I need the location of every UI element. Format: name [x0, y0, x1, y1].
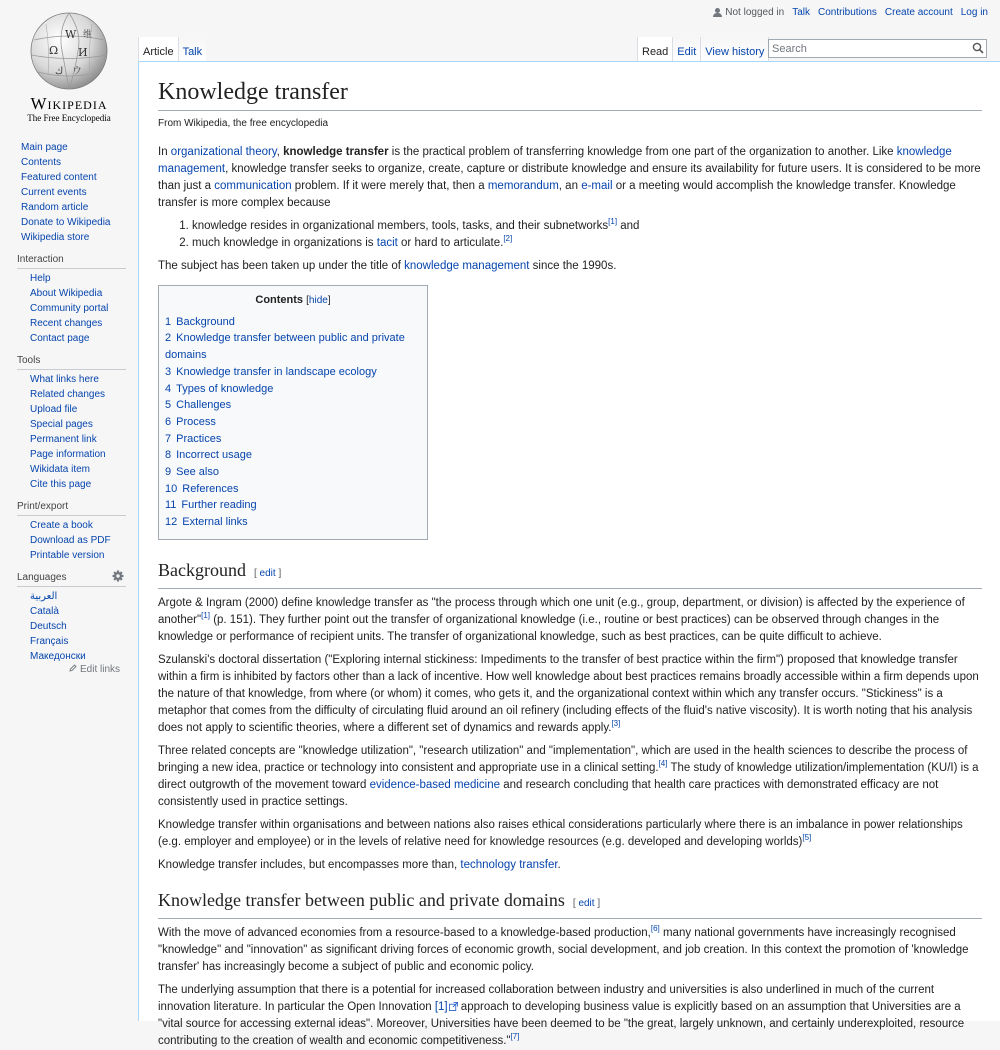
edit-section-public-private[interactable]: [ edit ] [572, 897, 601, 909]
tab-view-history-label[interactable]: View history [705, 46, 765, 58]
public-private-paragraph-2 [158, 982, 982, 1050]
ref-1[interactable]: [1] [201, 611, 210, 621]
public-private-paragraph-1 [158, 925, 982, 976]
link-e-mail[interactable]: e-mail [581, 180, 613, 192]
tab-talk[interactable] [178, 37, 207, 61]
sidebar-item-featured-content[interactable]: Featured content [21, 172, 97, 183]
tab-edit-label[interactable]: Edit [677, 46, 697, 58]
sidebar-item-current-events[interactable]: Current events [21, 187, 87, 198]
toc-item[interactable] [165, 464, 421, 481]
ref-6[interactable]: [6] [650, 924, 660, 934]
toc-item[interactable] [165, 330, 421, 363]
subject-text-1: The subject has been taken up under the title of [158, 260, 405, 272]
edit-section-background[interactable]: [ edit ] [253, 567, 282, 579]
sidebar-item-what-links-here[interactable]: What links here [30, 374, 99, 385]
toc-hide-link[interactable]: hide [308, 295, 328, 306]
sidebar-heading-languages [17, 572, 126, 587]
link-tacit[interactable]: tacit [376, 237, 398, 249]
toc-link-public-private[interactable]: Knowledge transfer between public and private domains [165, 332, 405, 362]
list-item [192, 235, 982, 252]
bg-p1-text-1: Argote & Ingram (2000) define knowledge transfer as "the process through which one unit (e.g., group, department, or division) is affected by the experience of another" [158, 596, 965, 626]
tab-edit[interactable] [672, 37, 700, 61]
sidebar-item-contact-page[interactable]: Contact page [30, 333, 90, 344]
sidebar-item-upload-file[interactable]: Upload file [30, 404, 78, 415]
toc-item[interactable] [165, 431, 421, 448]
wikipedia-logo[interactable] [10, 10, 128, 122]
sidebar-item-random-article[interactable]: Random article [21, 202, 89, 213]
list-item-2-text: much knowledge in organizations is [192, 237, 377, 249]
background-paragraph-1 [158, 595, 982, 646]
toc-item[interactable] [165, 381, 421, 398]
toc-number[interactable]: 9 [165, 466, 172, 479]
section-heading-public-private [158, 888, 982, 919]
ref-2[interactable]: [2] [503, 234, 513, 244]
sidebar-item-main-page[interactable]: Main page [21, 142, 68, 153]
link-technology-transfer[interactable]: technology transfer [460, 858, 558, 871]
subject-text-2: since the 1990s. [529, 260, 617, 272]
language-link-german[interactable]: Deutsch [30, 621, 67, 632]
toc-item[interactable] [165, 314, 421, 331]
wikipedia-tagline: The Free Encyclopedia [27, 113, 111, 123]
sidebar-item-related-changes[interactable]: Related changes [30, 389, 106, 400]
link-memorandum[interactable]: memorandum [487, 180, 559, 192]
create-account-link[interactable]: Create account [884, 7, 953, 18]
ref-5[interactable]: [5] [802, 833, 812, 843]
sidebar-item-help[interactable]: Help [30, 273, 51, 284]
bg-p5-text-1: Knowledge transfer includes, but encompasses more than, [158, 858, 461, 871]
tab-view-history[interactable] [700, 37, 769, 61]
sidebar-item-page-information[interactable]: Page information [30, 449, 106, 460]
bg-p2-text: Szulanski's doctoral dissertation ("Exploring internal stickiness: Impediments to the transfer of best practice within the firm") proposed that knowledge transfer within a firm is inhibited by factors other than a lack of incentive. How well knowledge about best practices remains broadly accessible within a firm depends upon the nature of that knowledge, from where (or whom) it comes, who gets it, and the organizational context within which any transfer occurs. "Stickiness" is a metaphor that comes from the difficulty of circulating fluid around an oil refinery (including effects of the fluid's native viscosity). It is worth noting that his analysis does not apply to scientific theories, where a different set of dynamics and rewards apply. [158, 653, 979, 734]
sidebar-navigation [17, 140, 138, 245]
bg-p3-text-3: and research concluding that health care practices with demonstrated efficacy are not consistently used in practice settings. [158, 778, 939, 808]
sidebar-item-about[interactable]: About Wikipedia [30, 288, 103, 299]
intro-text-2: , [276, 146, 284, 158]
language-link-catalan[interactable]: Català [30, 606, 59, 617]
gear-icon[interactable] [112, 570, 124, 582]
edit-links-label[interactable]: Edit links [79, 664, 120, 675]
sidebar-heading-print-export: Print/export [17, 501, 126, 516]
toc-number[interactable]: 5 [165, 399, 172, 412]
intro-paragraph [158, 144, 982, 212]
not-logged-in-status [713, 7, 784, 18]
sidebar-heading-tools: Tools [17, 355, 126, 370]
sidebar-item-cite-this-page[interactable]: Cite this page [30, 479, 92, 490]
toc-link-types[interactable]: Types of knowledge [176, 382, 274, 395]
sidebar-item-recent-changes[interactable]: Recent changes [30, 318, 103, 329]
toc-heading: Contents [255, 294, 304, 306]
link-knowledge-management[interactable]: knowledge management [158, 146, 952, 175]
link-communication[interactable]: communication [214, 180, 292, 192]
svg-text:И: И [78, 46, 88, 59]
sidebar-item-permanent-link[interactable]: Permanent link [30, 434, 97, 445]
background-paragraph-3 [158, 743, 982, 811]
pp-p2-text-1: The underlying assumption that there is a potential for increased collaboration between industry and universities is also underlined in much of the current innovation literature. In particular the Open Innovation [158, 983, 935, 1013]
svg-text:维: 维 [83, 30, 93, 40]
sidebar [0, 140, 138, 675]
background-paragraph-5 [158, 857, 982, 874]
sidebar-item-download-pdf[interactable]: Download as PDF [30, 535, 111, 546]
link-knowledge-management-2[interactable]: knowledge management [404, 260, 530, 272]
puzzle-globe-icon [28, 10, 110, 92]
sidebar-interaction [17, 254, 138, 346]
sidebar-item-printable-version[interactable]: Printable version [30, 550, 105, 561]
toc-link-practices[interactable]: Practices [176, 432, 222, 445]
toc-number[interactable]: 8 [165, 449, 172, 462]
list-item-1-after: and [617, 220, 640, 232]
sidebar-item-community-portal[interactable]: Community portal [30, 303, 109, 314]
list-item-1-text: knowledge resides in organizational members, tools, tasks, and their subnetworks [192, 220, 609, 232]
intro-text-7: or a meeting would accomplish the knowledge transfer. Knowledge transfer is more complex because [158, 180, 956, 209]
list-item [192, 218, 982, 235]
public-private-heading-text: Knowledge transfer between public and private domains [158, 889, 565, 910]
pp-p1-text-1: With the move of advanced economies from a resource-based to a knowledge-based production, [158, 926, 651, 939]
log-in-link[interactable]: Log in [960, 7, 988, 18]
toc-link-see-also[interactable]: See also [176, 466, 219, 479]
language-link-macedonian[interactable]: Македонски [30, 651, 86, 662]
toc-number[interactable]: 4 [165, 382, 172, 395]
background-heading-text: Background [158, 559, 246, 580]
toc-number[interactable]: 6 [165, 415, 172, 428]
toc-item[interactable] [165, 364, 421, 381]
intro-text-3: is the practical problem of transferring knowledge from one part of the organization to another. Like [388, 146, 897, 158]
toc-link-challenges[interactable]: Challenges [176, 399, 232, 412]
bg-p4-text: Knowledge transfer within organisations and between nations also raises ethical considerations particularly where there is an imbalance in power relationships (e.g. employer and employee) or in the levels of relative need for knowledge resources (e.g. developed and developing worlds) [158, 818, 963, 848]
sidebar-item-contents[interactable]: Contents [21, 157, 62, 168]
edit-links[interactable] [17, 664, 138, 675]
sidebar-item-special-pages[interactable]: Special pages [30, 419, 93, 430]
toc-number[interactable]: 3 [165, 365, 172, 378]
ref-7[interactable]: [7] [510, 1032, 520, 1042]
link-evidence-based-medicine[interactable]: evidence-based medicine [369, 778, 500, 791]
bg-p5-text-2: . [557, 858, 561, 871]
not-logged-in-label: Not logged in [725, 7, 785, 18]
section-heading-background [158, 558, 982, 589]
ref-3[interactable]: [3] [611, 719, 621, 729]
bg-p3-text-2: The study of knowledge utilization/implementation (KU/I) is a direct outgrowth of the movement toward [158, 761, 979, 791]
sidebar-item-donate[interactable]: Donate to Wikipedia [21, 217, 111, 228]
external-link-open-innovation[interactable]: [1] [434, 1000, 448, 1013]
personal-tools [713, 7, 988, 18]
toc-link-background[interactable]: Background [176, 315, 235, 328]
toc-link-references[interactable]: References [182, 482, 239, 495]
toc-link-external-links[interactable]: External links [182, 516, 248, 529]
toc-item[interactable] [165, 397, 421, 414]
sidebar-languages [17, 572, 138, 675]
pp-p2-text-2: approach to developing business value is explicitly based on an assumption that Universities are a "vital source for accessing external ideas". Moreover, Universities have been deemed to be "the great, largely unknown, and certainly underexploited, resource contributing to the creation of wealth and economic competitiveness." [158, 1000, 965, 1047]
toc-link-process[interactable]: Process [176, 415, 216, 428]
bg-p3-text-1: Three related concepts are "knowledge utilization", "research utilization" and "implementation", which are used in the health sciences to describe the process of bringing a new idea, practice or technology into consistent and appropriate use in a clinical setting. [158, 744, 968, 774]
toc-link-landscape-ecology[interactable]: Knowledge transfer in landscape ecology [176, 365, 377, 378]
toc-link-further-reading[interactable]: Further reading [181, 499, 257, 512]
edit-section-link[interactable]: edit [259, 567, 276, 579]
toc-number[interactable]: 1 [165, 315, 172, 328]
toc-item[interactable] [165, 497, 421, 514]
toc-number[interactable]: 10 [165, 482, 178, 495]
sidebar-print-export [17, 501, 138, 563]
list-item-2-after: or hard to articulate. [397, 237, 504, 249]
sidebar-tools [17, 355, 138, 492]
svg-text:Ω: Ω [49, 44, 59, 57]
subject-paragraph [158, 258, 982, 275]
toc-item[interactable] [165, 414, 421, 431]
svg-text:W: W [65, 28, 77, 41]
intro-text-6: , an [558, 180, 582, 192]
user-icon [713, 8, 722, 17]
language-link-french[interactable]: Français [30, 636, 69, 647]
toc-item[interactable] [165, 481, 421, 498]
tab-talk-label[interactable]: Talk [182, 46, 203, 58]
tab-read[interactable]: Read [637, 37, 672, 61]
ref-4[interactable]: [4] [658, 759, 668, 769]
pp-p1-text-2: many national governments have increasingly recognised "knowledge" and "innovation" as significant driving forces of economic growth, social development, and job creation. In this context the promotion of 'knowledge transfer' has increasingly become a subject of public and economic policy. [158, 926, 969, 973]
toc-number[interactable]: 7 [165, 432, 172, 445]
page-title: Knowledge transfer [158, 78, 982, 111]
svg-text:ウ: ウ [72, 66, 82, 77]
table-of-contents [158, 285, 428, 540]
sidebar-item-store[interactable]: Wikipedia store [21, 232, 90, 243]
talk-link[interactable]: Talk [792, 7, 810, 18]
link-organizational-theory[interactable]: organizational theory [170, 146, 277, 158]
sidebar-item-create-book[interactable]: Create a book [30, 520, 93, 531]
background-paragraph-2 [158, 652, 982, 737]
language-link-arabic[interactable]: العربية [30, 591, 58, 602]
bg-p1-text-2: (p. 151). They further point out the transfer of organizational knowledge (i.e., routine or best practices) can be observed through changes in the knowledge or performance of recipient units. The transfer of organizational knowledge, such as best practices, can be quite difficult to achieve. [158, 613, 940, 643]
tab-article[interactable]: Article [138, 37, 178, 61]
article-content [138, 61, 1000, 1047]
languages-heading-label: Languages [17, 572, 67, 583]
toc-item[interactable] [165, 447, 421, 464]
sidebar-item-wikidata-item[interactable]: Wikidata item [30, 464, 91, 475]
toc-number[interactable]: 12 [165, 516, 178, 529]
site-subtitle: From Wikipedia, the free encyclopedia [158, 118, 329, 129]
edit-section-link[interactable]: edit [578, 897, 595, 909]
ref-1[interactable]: [1] [608, 217, 618, 227]
toc-title [165, 292, 421, 310]
background-paragraph-4 [158, 817, 982, 851]
reasons-list [158, 218, 982, 252]
namespace-tabs [138, 37, 206, 61]
intro-text-5: problem. If it were merely that, then a [291, 180, 488, 192]
svg-text:ك: ك [55, 66, 64, 77]
sidebar-heading-interaction: Interaction [17, 254, 126, 269]
toc-number[interactable]: 11 [165, 499, 177, 512]
toc-link-incorrect-usage[interactable]: Incorrect usage [176, 449, 252, 462]
search-icon[interactable] [972, 42, 984, 54]
view-tabs [637, 37, 769, 61]
wikipedia-wordmark: Wikipedia [30, 94, 108, 113]
contributions-link[interactable]: Contributions [818, 7, 877, 18]
external-link-icon [449, 1002, 458, 1011]
toc-hide-toggle[interactable]: [hide] [306, 295, 331, 306]
intro-text-1: In [158, 146, 171, 158]
pencil-icon [69, 664, 77, 672]
search-input[interactable] [768, 39, 987, 58]
intro-text-4: , knowledge transfer seeks to organize, create, capture or distribute knowledge and ensure its availability for future users. It is considered to be more than just a [158, 163, 981, 192]
toc-number[interactable]: 2 [165, 332, 172, 345]
intro-bold-term: knowledge transfer [283, 146, 389, 158]
toc-item[interactable] [165, 514, 421, 531]
